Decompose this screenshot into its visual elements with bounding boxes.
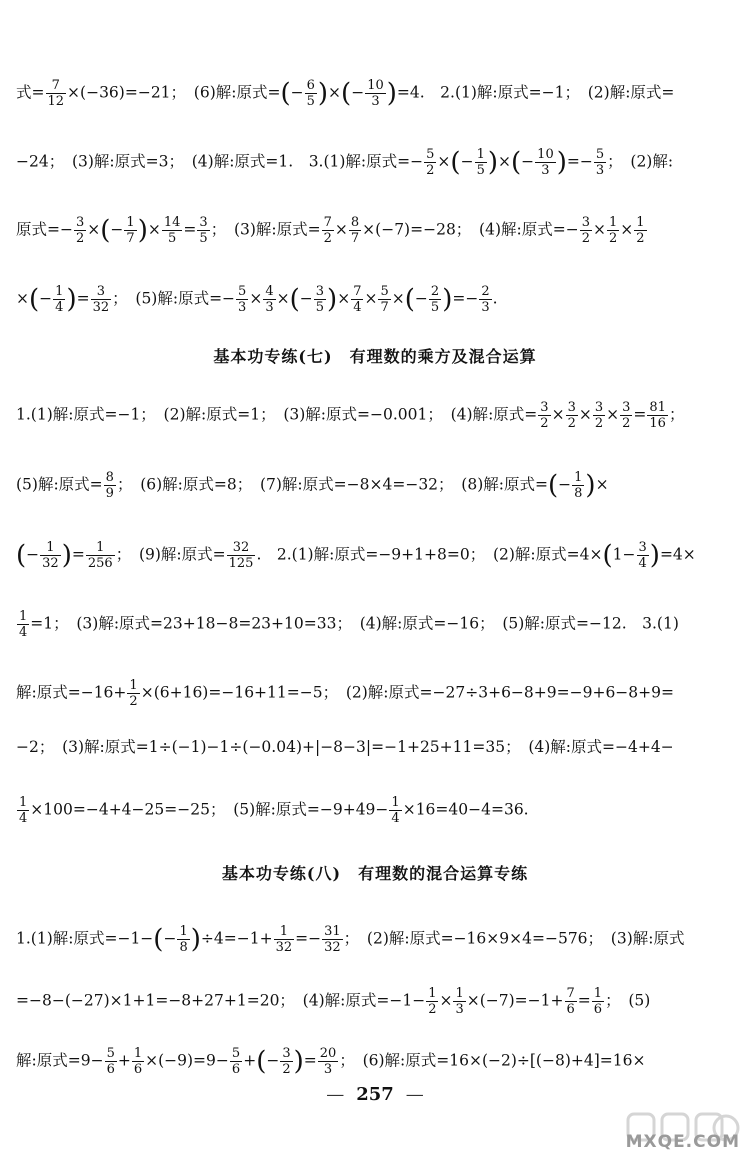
text-run: ×(−7)=−1+	[466, 991, 564, 1010]
fraction	[197, 215, 209, 246]
fraction	[565, 986, 577, 1017]
text-run: −	[290, 83, 304, 102]
text-run: ÷4=−1+	[200, 929, 273, 948]
paren-open: (	[153, 924, 164, 955]
text-run: ×	[334, 220, 348, 239]
fraction-denominator: 3	[595, 163, 605, 178]
fraction	[230, 1046, 242, 1077]
fraction-numerator: 3	[199, 215, 208, 230]
text-run: ×(−7)=−28； (4)解:原式=−	[362, 220, 579, 239]
fraction-numerator: 1	[129, 678, 138, 693]
paren-open: (	[404, 284, 415, 315]
answer-line	[16, 470, 736, 501]
fraction-denominator: 5	[199, 231, 208, 246]
fraction	[314, 284, 326, 315]
fraction-denominator: 2	[594, 416, 604, 431]
text-run: ×	[592, 220, 606, 239]
fraction-numerator: 5	[426, 147, 435, 162]
fraction	[274, 924, 295, 955]
text-run: 解:原式=−16+	[16, 683, 127, 702]
section-heading: 基本功专练(七) 有理数的乘方及混合运算	[213, 347, 537, 366]
fraction-numerator: 6	[306, 78, 315, 93]
text-run: ； (6)解:原式=16×(−2)÷[(−8)+4]=16×	[339, 1051, 646, 1070]
text-run: ×	[87, 220, 101, 239]
text-run: ×	[249, 289, 263, 308]
fraction-denominator: 2	[608, 231, 618, 246]
fraction	[365, 78, 386, 109]
fraction-denominator: 8	[574, 486, 583, 501]
paren-open: (	[341, 78, 352, 109]
fraction-numerator: 1	[274, 924, 295, 940]
paren-close: )	[293, 1046, 304, 1077]
fraction-numerator: 5	[595, 147, 605, 162]
fraction-numerator: 3	[581, 215, 590, 230]
fraction	[620, 400, 632, 431]
fraction	[91, 284, 112, 315]
fraction-denominator: 6	[566, 1002, 575, 1017]
paren-close: )	[66, 284, 77, 315]
paren-open: (	[602, 540, 613, 571]
fraction	[593, 400, 605, 431]
text-run: −2； (3)解:原式=1÷(−1)−1÷(−0.04)+|−8−3|=−1+25+11=35； (4)解:原式=−4+4−	[16, 738, 674, 756]
text-run: ； (5)解:原式=−	[112, 289, 236, 308]
fraction-numerator: 1	[19, 609, 28, 624]
text-run: ×100=−4+4−25=−25； (5)解:原式=−9+49−	[30, 800, 389, 819]
fraction	[426, 986, 438, 1017]
fraction-denominator: 2	[581, 231, 590, 246]
fraction-numerator: 1	[126, 215, 135, 230]
paren-close: )	[61, 540, 72, 571]
fraction-denominator: 2	[567, 416, 576, 431]
text-run: ×(−36)=−21； (6)解:原式=	[67, 83, 281, 102]
text-run: −	[351, 83, 365, 102]
answer-line	[16, 215, 736, 246]
text-run: +	[243, 1051, 257, 1070]
text-run: =−	[452, 289, 479, 308]
page-number-dash-left: —	[326, 1084, 345, 1105]
fraction	[349, 215, 361, 246]
text-run: =−	[566, 152, 593, 171]
fraction-denominator: 256	[87, 556, 113, 571]
text-run: ×	[437, 152, 451, 171]
paren-open: (	[100, 215, 111, 246]
fraction-numerator: 14	[163, 215, 181, 230]
text-run: (5)解:原式=	[16, 475, 103, 494]
fraction-denominator: 32	[324, 940, 341, 955]
fraction	[453, 986, 465, 1017]
text-run: ×	[276, 289, 290, 308]
fraction-numerator: 7	[353, 284, 362, 299]
fraction	[479, 284, 491, 315]
answer-line	[16, 737, 736, 757]
fraction	[580, 215, 592, 246]
paren-open: (	[29, 284, 40, 315]
paren-close: )	[442, 284, 453, 315]
paren-close: )	[649, 540, 660, 571]
fraction-numerator: 1	[40, 540, 61, 556]
text-run: −24； (3)解:原式=3； (4)解:原式=1. 3.(1)解:原式=−	[16, 152, 424, 171]
fraction-numerator: 2	[430, 284, 440, 299]
fraction	[475, 147, 487, 178]
fraction	[86, 540, 115, 571]
fraction-numerator: 81	[649, 400, 666, 415]
fraction	[424, 147, 436, 178]
paren-open: (	[547, 470, 559, 501]
fraction-numerator: 3	[622, 400, 631, 415]
fraction-denominator: 2	[282, 1062, 291, 1077]
paren-open: (	[289, 284, 300, 315]
text-run: =4×	[659, 545, 696, 564]
fraction	[535, 147, 556, 178]
fraction-numerator: 1	[608, 215, 618, 230]
fraction-denominator: 5	[430, 300, 440, 315]
fraction-numerator: 3	[594, 400, 604, 415]
paren-close: )	[487, 147, 499, 178]
page-number	[0, 1084, 750, 1105]
paren-close: )	[556, 147, 567, 178]
fraction-denominator: 3	[481, 300, 490, 315]
watermark-text: MXQE.COM	[625, 1132, 740, 1152]
text-run: 原式=−	[16, 220, 73, 239]
fraction-numerator: 3	[540, 400, 549, 415]
text-run: ； (5)	[605, 991, 651, 1010]
fraction-denominator: 8	[179, 940, 188, 955]
fraction-numerator: 32	[227, 540, 256, 556]
fraction	[572, 470, 584, 501]
fraction-denominator: 125	[228, 556, 254, 571]
text-run: =−	[295, 929, 322, 948]
text-run: 解:原式=9−	[16, 1051, 104, 1070]
answer-line	[16, 147, 736, 178]
section-heading: 基本功专练(八) 有理数的混合运算专练	[221, 864, 529, 883]
fraction	[127, 678, 139, 709]
fraction-numerator: 3	[75, 215, 85, 230]
text-run: −	[163, 929, 177, 948]
fraction-denominator: 4	[353, 300, 362, 315]
fraction	[389, 795, 401, 826]
text-run: ×	[147, 220, 161, 239]
fraction	[124, 215, 136, 246]
paren-open: (	[256, 1046, 267, 1077]
text-run: =	[303, 1051, 317, 1070]
text-run: ×	[391, 289, 405, 308]
answer-line	[16, 78, 736, 109]
fraction-denominator: 3	[323, 1062, 333, 1077]
fraction-denominator: 2	[622, 416, 631, 431]
fraction	[40, 540, 61, 571]
answer-line	[16, 678, 736, 709]
fraction-numerator: 1	[428, 986, 437, 1001]
text-run: −	[299, 289, 313, 308]
fraction	[647, 400, 668, 431]
paren-close: )	[327, 284, 338, 315]
fraction-numerator: 1	[55, 284, 64, 299]
paren-open: (	[16, 540, 27, 571]
text-run: ×	[606, 405, 620, 424]
fraction	[594, 147, 606, 178]
text-run: −	[558, 475, 572, 494]
paren-close: )	[317, 78, 329, 109]
text-run: =	[76, 289, 90, 308]
fraction	[74, 215, 86, 246]
fraction-numerator: 8	[105, 470, 114, 485]
paren-open: (	[511, 147, 522, 178]
text-run: +	[117, 1051, 131, 1070]
fraction	[227, 540, 256, 571]
fraction-denominator: 3	[541, 163, 550, 178]
text-run: ×(−9)=9−	[145, 1051, 229, 1070]
text-run: ×(6+16)=−16+11=−5； (2)解:原式=−27÷3+6−8+9=−9+6−8+9=	[140, 683, 674, 702]
fraction	[637, 540, 649, 571]
text-run: ×	[364, 289, 378, 308]
paren-close: )	[190, 924, 201, 955]
text-run: =	[71, 545, 85, 564]
fraction-denominator: 7	[380, 300, 389, 315]
fraction-denominator: 32	[42, 556, 59, 571]
fraction	[566, 400, 578, 431]
fraction-numerator: 4	[265, 284, 274, 299]
answer-line	[16, 540, 736, 571]
fraction-numerator: 1	[391, 795, 400, 810]
page-number-dash-right: —	[405, 1084, 424, 1105]
fraction-denominator: 6	[593, 1002, 603, 1017]
fraction	[177, 924, 189, 955]
fraction-numerator: 10	[537, 147, 554, 162]
fraction	[305, 78, 317, 109]
text-run: =1； (3)解:原式=23+18−8=23+10=33； (4)解:原式=−16； (5)解:原式=−12. 3.(1)	[30, 614, 679, 633]
page-number-value: 257	[356, 1084, 394, 1105]
fraction-denominator: 12	[47, 94, 65, 109]
text-run: −	[26, 545, 40, 564]
fraction	[378, 284, 390, 315]
text-run: =	[577, 991, 591, 1010]
fraction-numerator: 3	[91, 284, 112, 300]
fraction	[46, 78, 67, 109]
paren-open: (	[280, 78, 291, 109]
fraction-denominator: 32	[275, 940, 293, 955]
fraction-numerator: 1	[476, 147, 485, 162]
fraction-denominator: 16	[649, 416, 666, 431]
fraction	[607, 215, 619, 246]
fraction-denominator: 4	[55, 300, 64, 315]
fraction-numerator: 5	[380, 284, 389, 299]
text-run: ×	[595, 475, 609, 494]
fraction-numerator: 1	[19, 795, 28, 810]
text-run: =	[183, 220, 197, 239]
text-run: =−8−(−27)×1+1=−8+27+1=20； (4)解:原式=−1−	[16, 991, 426, 1010]
fraction-numerator: 10	[367, 78, 384, 93]
text-run: 1.(1)解:原式=−1； (2)解:原式=1； (3)解:原式=−0.001； (4)解:原式=	[16, 405, 538, 424]
fraction	[592, 986, 604, 1017]
text-run: ×	[578, 405, 592, 424]
fraction-denominator: 32	[92, 300, 110, 315]
fraction-numerator: 1	[636, 215, 645, 230]
text-run: ×	[551, 405, 565, 424]
fraction-numerator: 3	[638, 540, 647, 555]
answer-line	[16, 284, 736, 315]
fraction-numerator: 1	[455, 986, 464, 1001]
text-run: ； (3)解:原式=	[210, 220, 321, 239]
text-run: ； (9)解:原式=	[115, 545, 226, 564]
text-run: .	[492, 289, 498, 308]
fraction-denominator: 5	[315, 300, 325, 315]
fraction-denominator: 5	[167, 231, 177, 246]
text-run: =	[633, 405, 647, 424]
answer-line	[16, 1046, 736, 1077]
fraction	[104, 470, 116, 501]
fraction	[17, 795, 29, 826]
fraction-numerator: 3	[567, 400, 576, 415]
answer-line	[16, 795, 736, 826]
answer-line	[16, 986, 736, 1017]
text-run: . 2.(1)解:原式=−9+1+8=0； (2)解:原式=4×	[256, 545, 603, 564]
text-run: −	[110, 220, 124, 239]
fraction-denominator: 2	[540, 416, 549, 431]
fraction	[280, 1046, 292, 1077]
text-run: ×	[337, 289, 351, 308]
fraction	[263, 284, 275, 315]
fraction	[236, 284, 248, 315]
fraction	[322, 215, 334, 246]
fraction-numerator: 3	[315, 284, 325, 299]
fraction-numerator: 8	[350, 215, 360, 230]
text-run: ； (2)解:原式=−16×9×4=−576； (3)解:原式	[343, 929, 685, 948]
fraction-denominator: 6	[231, 1062, 241, 1077]
fraction	[105, 1046, 117, 1077]
text-run: 1−	[612, 545, 636, 564]
text-run: ×	[16, 289, 29, 308]
fraction-denominator: 4	[19, 625, 28, 640]
fraction-denominator: 2	[323, 231, 332, 246]
fraction-numerator: 1	[574, 470, 583, 485]
fraction-denominator: 4	[391, 811, 400, 826]
fraction-denominator: 4	[638, 556, 647, 571]
fraction-numerator: 7	[566, 986, 575, 1001]
text-run: −	[266, 1051, 280, 1070]
fraction	[538, 400, 550, 431]
fraction-denominator: 9	[105, 486, 114, 501]
fraction	[429, 284, 441, 315]
paren-close: )	[585, 470, 596, 501]
fraction-numerator: 1	[133, 1046, 143, 1061]
fraction-denominator: 6	[133, 1062, 143, 1077]
fraction-denominator: 3	[371, 94, 380, 109]
fraction-denominator: 5	[306, 94, 315, 109]
text-run: ×	[439, 991, 453, 1010]
fraction	[351, 284, 363, 315]
text-run: =4. 2.(1)解:原式=−1； (2)解:原式=	[396, 83, 675, 102]
text-run: ×	[498, 152, 512, 171]
answer-line	[16, 924, 736, 955]
fraction-numerator: 2	[481, 284, 490, 299]
fraction-denominator: 4	[19, 811, 28, 826]
fraction-denominator: 6	[106, 1062, 115, 1077]
answer-line	[16, 609, 736, 640]
answer-line	[16, 400, 736, 431]
fraction-numerator: 7	[46, 78, 67, 94]
text-run: ； (6)解:原式=8； (7)解:原式=−8×4=−32； (8)解:原式=	[116, 475, 548, 494]
fraction-denominator: 2	[129, 694, 138, 709]
fraction-denominator: 3	[238, 300, 247, 315]
text-run: −	[39, 289, 53, 308]
text-run: ×16=40−4=36.	[402, 800, 529, 819]
fraction-numerator: 5	[238, 284, 247, 299]
fraction-numerator: 3	[282, 1046, 291, 1061]
text-run: 式=	[16, 83, 45, 102]
fraction	[53, 284, 65, 315]
text-run: ×	[328, 83, 342, 102]
text-run: −	[460, 152, 474, 171]
text-run: −	[414, 289, 428, 308]
fraction-numerator: 1	[86, 540, 115, 556]
paren-close: )	[137, 215, 148, 246]
fraction-denominator: 2	[426, 163, 435, 178]
fraction	[634, 215, 646, 246]
fraction	[162, 215, 183, 246]
text-run: ×	[620, 220, 634, 239]
fraction	[322, 924, 343, 955]
fraction-denominator: 2	[428, 1002, 437, 1017]
fraction-numerator: 7	[323, 215, 332, 230]
fraction-numerator: 20	[319, 1046, 337, 1061]
fraction-numerator: 1	[593, 986, 603, 1001]
fraction-numerator: 31	[324, 924, 341, 939]
fraction-denominator: 2	[75, 231, 85, 246]
fraction-denominator: 7	[350, 231, 360, 246]
text-run: ；	[668, 405, 685, 424]
text-run: 1.(1)解:原式=−1−	[16, 929, 154, 948]
fraction-numerator: 1	[179, 924, 188, 939]
text-run: −	[521, 152, 535, 171]
text-run: ； (2)解:	[607, 152, 674, 171]
fraction-denominator: 5	[476, 163, 485, 178]
fraction	[17, 609, 29, 640]
fraction	[132, 1046, 144, 1077]
fraction-denominator: 3	[265, 300, 274, 315]
fraction	[318, 1046, 339, 1077]
paren-open: (	[450, 147, 461, 178]
fraction-denominator: 7	[126, 231, 135, 246]
fraction-denominator: 2	[636, 231, 645, 246]
paren-close: )	[386, 78, 397, 109]
fraction-numerator: 5	[106, 1046, 115, 1061]
fraction-numerator: 5	[231, 1046, 241, 1061]
fraction-denominator: 3	[455, 1002, 464, 1017]
